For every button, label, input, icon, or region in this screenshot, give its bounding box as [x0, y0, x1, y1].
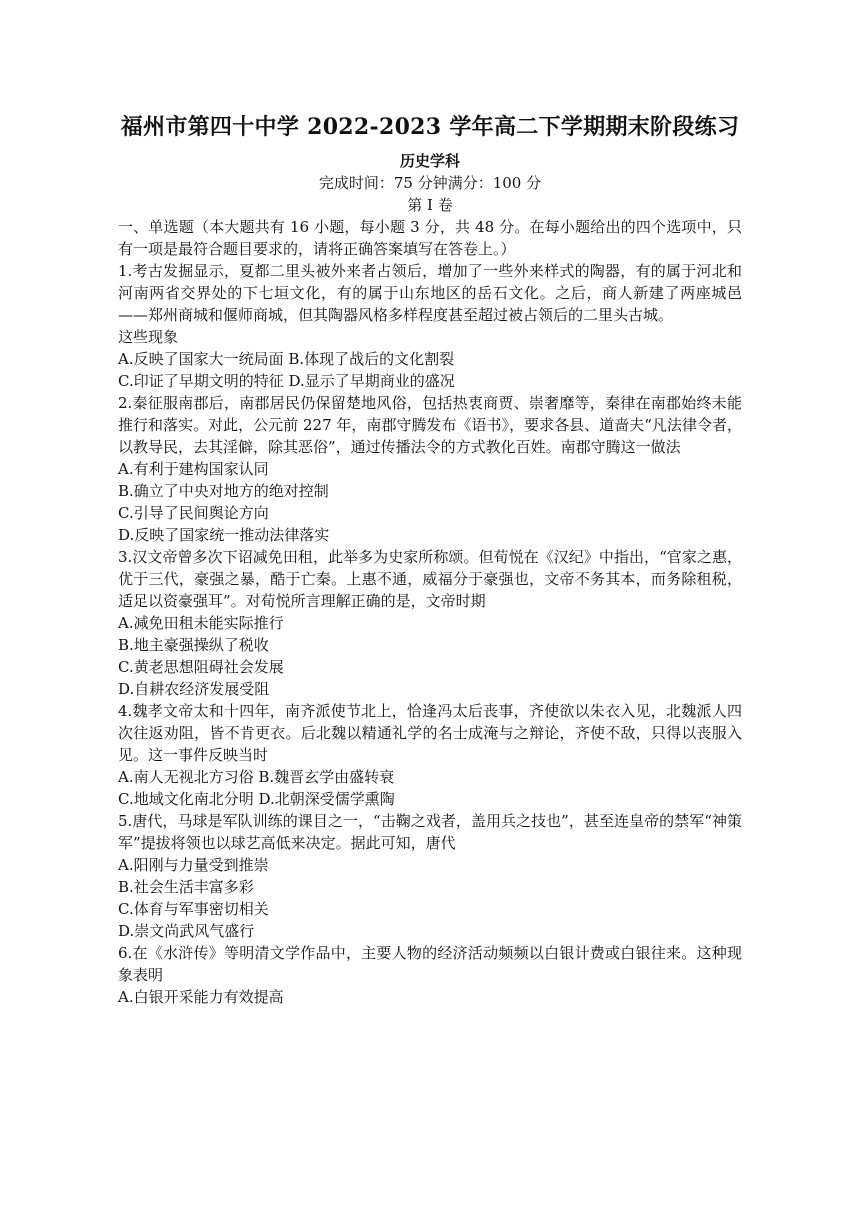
exam-page	[118, 112, 742, 1008]
section-instructions: 一、单选题（本大题共有 16 小题，每小题 3 分，共 48 分。在每小题给出的四个选项中，只有一项是最符合题目要求的，请将正确答案填写在答卷上。）	[118, 218, 742, 258]
question-1-stem: 1.考古发掘显示，夏都二里头被外来者占领后，增加了一些外来样式的陶器，有的属于河北和河南两省交界处的下七垣文化，有的属于山东地区的岳石文化。之后，商人新建了两座城邑——郑州商城和偃师商城，但其陶器风格多样程度甚至超过被占领后的二里头古城。	[118, 262, 742, 324]
question-4-options-row-1: A.南人无视北方习俗 B.魏晋玄学由盛转衰	[118, 768, 395, 786]
question-3-option-d: D.自耕农经济发展受阻	[118, 680, 270, 698]
exam-title: 福州市第四十中学 2022-2023 学年高二下学期期末阶段练习	[120, 114, 740, 140]
question-3-stem: 3.汉文帝曾多次下诏减免田租，此举多为史家所称颂。但荀悦在《汉纪》中指出，“官家之惠，优于三代，豪强之暴，酷于亡秦。上惠不通，威福分于豪强也，文帝不务其本，而务除租税，适足以资豪强耳”。对荀悦所言理解正确的是，文帝时期	[118, 548, 742, 610]
question-1-prompt: 这些现象	[118, 328, 179, 346]
question-1-options-row-2: C.印证了早期文明的特征 D.显示了早期商业的盛况	[118, 372, 455, 390]
question-4-options-row-2: C.地域文化南北分明 D.北朝深受儒学熏陶	[118, 790, 395, 808]
question-5-option-a: A.阳刚与力量受到推崇	[118, 856, 269, 874]
question-3-option-b: B.地主豪强操纵了税收	[118, 636, 269, 654]
question-2-option-d: D.反映了国家统一推动法律落实	[118, 526, 330, 544]
question-2-option-b: B.确立了中央对地方的绝对控制	[118, 482, 329, 500]
subject-label: 历史学科	[399, 152, 460, 170]
question-5-stem: 5.唐代，马球是军队训练的课目之一，“击鞠之戏者，盖用兵之技也”，甚至连皇帝的禁军“神策军”提拔将领也以球艺高低来决定。据此可知，唐代	[118, 812, 742, 852]
question-6-option-a: A.白银开采能力有效提高	[118, 988, 284, 1006]
time-score-info: 完成时间：75 分钟满分：100 分	[318, 174, 542, 192]
question-5-option-b: B.社会生活丰富多彩	[118, 878, 254, 896]
question-3-option-a: A.减免田租未能实际推行	[118, 614, 284, 632]
question-4-stem: 4.魏孝文帝太和十四年，南齐派使节北上，恰逢冯太后丧事，齐使欲以朱衣入见，北魏派人四次往返劝阻，皆不肯更衣。后北魏以精通礼学的名士成淹与之辩论，齐使不敌，只得以丧服入见。这一事件反映当时	[118, 702, 742, 764]
question-5-option-d: D.崇文尚武风气盛行	[118, 922, 255, 940]
question-5-option-c: C.体育与军事密切相关	[118, 900, 269, 918]
question-2-stem: 2.秦征服南郡后，南郡居民仍保留楚地风俗，包括热衷商贾、崇奢靡等，秦律在南郡始终未能推行和落实。对此，公元前 227 年，南郡守腾发布《语书》，要求各县、道啬夫“凡法律令者，以教导民，去其淫僻，除其恶俗”，通过传播法令的方式教化百姓。南郡守腾这一做法	[118, 394, 742, 456]
question-6-stem: 6.在《水浒传》等明清文学作品中，主要人物的经济活动频频以白银计费或白银往来。这种现象表明	[118, 944, 742, 984]
question-2-option-a: A.有利于建构国家认同	[118, 460, 269, 478]
question-3-option-c: C.黄老思想阻碍社会发展	[118, 658, 284, 676]
volume-label: 第 I 卷	[407, 196, 453, 214]
question-1-options-row-1: A.反映了国家大一统局面 B.体现了战后的文化割裂	[118, 350, 455, 368]
question-2-option-c: C.引导了民间舆论方向	[118, 504, 269, 522]
